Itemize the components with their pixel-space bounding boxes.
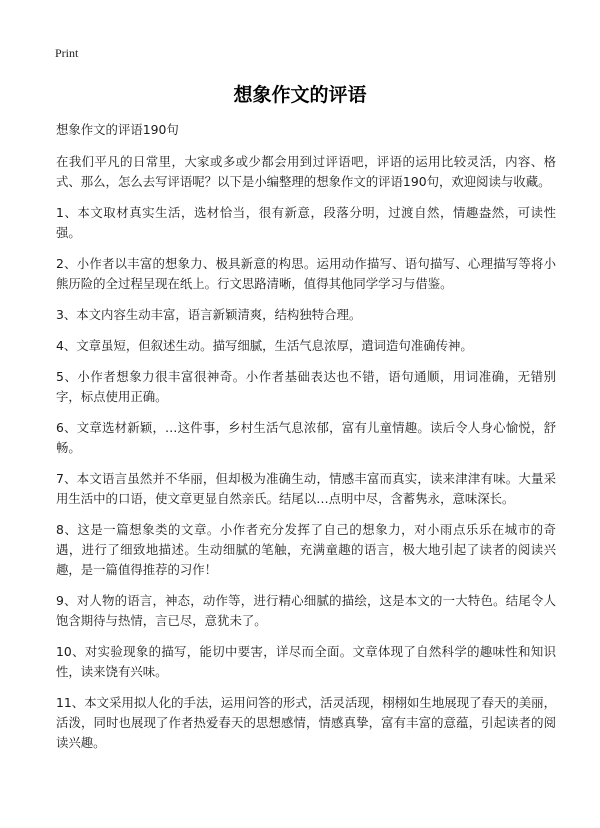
comment-item: 10、对实验现象的描写，能切中要害，详尽而全面。文章体现了自然科学的趣味性和知识性，读来饶有兴味。 <box>56 644 556 679</box>
print-link[interactable]: Print <box>55 46 79 60</box>
intro-paragraph: 在我们平凡的日常里，大家或多或少都会用到过评语吧，评语的运用比较灵活，内容、格式、那么，怎么去写评语呢？以下是小编整理的想象作文的评语190句，欢迎阅读与收藏。 <box>56 154 556 189</box>
comment-item: 7、本文语言虽然并不华丽，但却极为准确生动，情感丰富而真实，读来津津有味。大量采用生活中的口语，使文章更显自然亲氏。结尾以…点明中尽，含蓄隽永，意味深长。 <box>56 471 556 506</box>
comment-item: 4、文章虽短，但叙述生动。描写细腻，生活气息浓厚，遣词造句准确传神。 <box>56 338 473 353</box>
comment-item: 1、本文取材真实生活，选材恰当，很有新意，段落分明，过渡自然，情趣盎然，可读性强。 <box>56 205 556 240</box>
comment-item: 2、小作者以丰富的想象力、极具新意的构思。运用动作描写、语句描写、心理描写等将小熊历险的全过程呈现在纸上。行文思路清晰，值得其他同学学习与借鉴。 <box>56 256 556 291</box>
comment-item: 9、对人物的语言，神态，动作等，进行精心细腻的描绘，这是本文的一大特色。结尾令人饱含期待与热情，言已尽，意犹未了。 <box>56 593 556 628</box>
article-subtitle: 想象作文的评语190句 <box>56 122 179 137</box>
article-body <box>56 120 556 764</box>
comment-item: 3、本文内容生动丰富，语言新颖清爽，结构独特合理。 <box>56 307 362 322</box>
page-title: 想象作文的评语 <box>233 84 367 106</box>
comment-item: 6、文章选材新颖，…这件事，乡村生活气息浓郁，富有儿童情趣。读后令人身心愉悦，舒畅。 <box>56 420 556 455</box>
comment-item: 5、小作者想象力很丰富很神奇。小作者基础表达也不错，语句通顺，用词准确，无错别字，标点使用正确。 <box>56 369 556 404</box>
comment-item: 11、本文采用拟人化的手法，运用问答的形式，活灵活现，栩栩如生地展现了春天的美丽，活泼，同时也展现了作者热爱春天的思想感情，情感真挚，富有丰富的意蕴，引起读者的阅读兴趣。 <box>56 695 556 750</box>
comment-item: 8、这是一篇想象类的文章。小作者充分发挥了自己的想象力，对小雨点乐乐在城市的奇遇，进行了细致地描述。生动细腻的笔触，充满童趣的语言，极大地引起了读者的阅读兴趣，是一篇值得推荐的习作！ <box>56 522 556 577</box>
